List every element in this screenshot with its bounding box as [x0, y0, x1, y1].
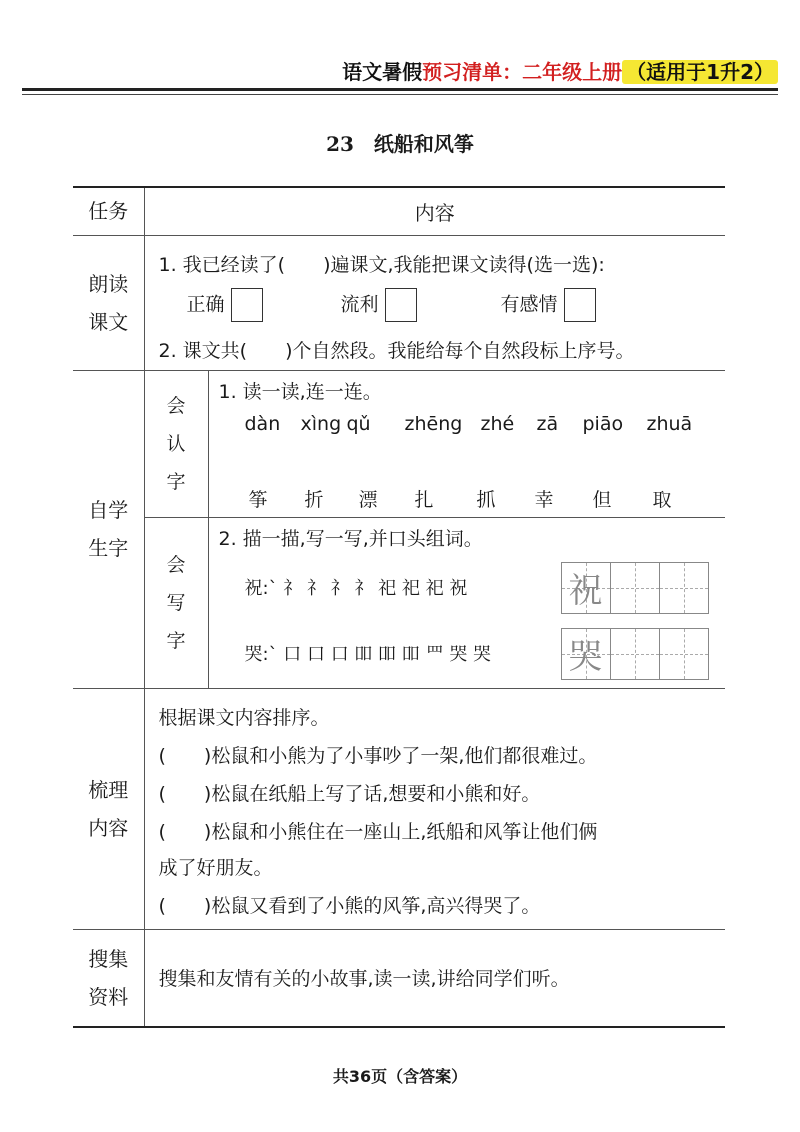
pinyin-item[interactable]: dàn [244, 412, 281, 435]
sorting-item: ( )松鼠又看到了小熊的风筝,高兴得哭了。 [158, 894, 541, 917]
reading-row [73, 235, 725, 370]
hanzi-item[interactable]: 幸 [534, 488, 554, 511]
pinyin-item[interactable]: zhé [480, 412, 515, 435]
hanzi-item[interactable]: 取 [652, 488, 672, 511]
pinyin-item[interactable]: xìng [300, 412, 342, 435]
write-instruction: 2. 描一描,写一写,并口头组词。 [218, 527, 483, 550]
writing-cell[interactable] [659, 562, 709, 614]
sorting-intro: 根据课文内容排序。 [158, 706, 330, 729]
header-title-part3: （适用于1升2） [622, 60, 778, 84]
pinyin-item[interactable]: piāo [582, 412, 624, 435]
collect-text: 搜集和友情有关的小故事,读一读,讲给同学们听。 [158, 968, 570, 991]
collect-row [73, 929, 725, 1027]
trace-character: 哭 [568, 637, 603, 677]
writing-grid [561, 562, 709, 614]
sorting-item: ( )松鼠和小熊住在一座山上,纸船和风筝让他们俩 [158, 820, 598, 843]
pinyin-item[interactable]: qǔ [346, 412, 371, 435]
reading-task: 朗读课文 [73, 235, 144, 370]
hanzi-item[interactable]: 折 [304, 488, 324, 511]
hanzi-item[interactable]: 但 [592, 488, 612, 511]
recognize-content [208, 370, 725, 517]
hanzi-item[interactable]: 扎 [414, 488, 434, 511]
table-header-row [73, 187, 725, 235]
trace-character: 祝 [568, 571, 603, 611]
header-rule-thin [22, 94, 778, 95]
page-footer: 共36页（含答案） [332, 1067, 468, 1086]
header-title-part1: 语文暑假 [342, 60, 423, 84]
trace-cell [561, 562, 610, 614]
sorting-item-continued: 成了好朋友。 [158, 856, 273, 879]
sorting-item: ( )松鼠在纸船上写了话,想要和小熊和好。 [158, 782, 541, 805]
reading-content [144, 235, 725, 370]
worksheet-table [73, 186, 725, 1028]
header-rule-thick [22, 88, 778, 91]
checkbox-fluent[interactable] [385, 288, 417, 322]
stroke-order: 祝:` 礻 礻 礻 礻 祀 祀 祀 祝 [244, 577, 468, 599]
collect-task: 搜集资料 [73, 929, 144, 1027]
option-fluent: 流利 [341, 288, 417, 322]
pinyin-item[interactable]: zhēng [404, 412, 463, 435]
write-row [73, 517, 725, 688]
reading-line1: 1. 我已经读了( )遍课文,我能把课文读得(选一选): [158, 253, 605, 276]
collect-content [144, 929, 725, 1027]
reading-line2: 2. 课文共( )个自然段。我能给每个自然段标上序号。 [158, 339, 635, 362]
stroke-order: 哭:` 口 口 口 吅 吅 吅 罒 哭 哭 [244, 643, 492, 665]
checkbox-expressive[interactable] [564, 288, 596, 322]
trace-cell [561, 628, 610, 680]
col-content-header: 内容 [144, 187, 725, 235]
hanzi-item[interactable]: 筝 [248, 488, 268, 511]
recognize-label: 会认字 [144, 370, 208, 517]
self-study-task: 自学生字 [73, 370, 144, 688]
option-correct: 正确 [187, 288, 263, 322]
page-header [342, 56, 778, 85]
pinyin-item[interactable]: zā [536, 412, 559, 435]
sorting-row [73, 688, 725, 929]
write-content [208, 517, 725, 688]
header-title-part2: 预习清单：二年级上册 [422, 60, 623, 84]
option-expressive: 有感情 [501, 288, 596, 322]
col-task-header: 任务 [73, 187, 144, 235]
sorting-task: 梳理内容 [73, 688, 144, 929]
writing-cell[interactable] [610, 562, 659, 614]
sorting-item: ( )松鼠和小熊为了小事吵了一架,他们都很难过。 [158, 744, 598, 767]
pinyin-item[interactable]: zhuā [646, 412, 693, 435]
lesson-title: 23 纸船和风筝 [326, 132, 474, 156]
hanzi-item[interactable]: 抓 [476, 488, 496, 511]
write-label: 会写字 [144, 517, 208, 688]
writing-grid [561, 628, 709, 680]
recognize-instruction: 1. 读一读,连一连。 [218, 380, 382, 403]
writing-cell[interactable] [610, 628, 659, 680]
checkbox-correct[interactable] [231, 288, 263, 322]
hanzi-item[interactable]: 漂 [358, 488, 378, 511]
recognize-row [73, 370, 725, 517]
sorting-content [144, 688, 725, 929]
writing-cell[interactable] [659, 628, 709, 680]
